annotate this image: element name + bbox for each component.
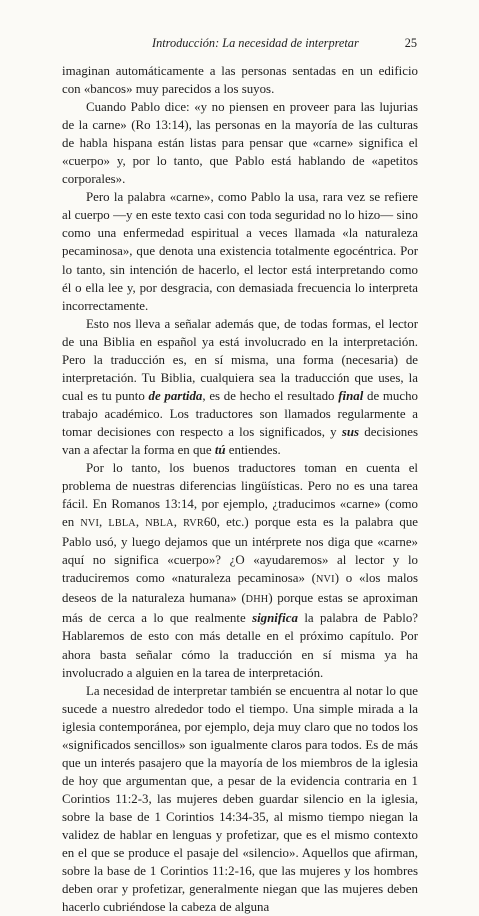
abbreviation-text: DHH [245,594,269,606]
abbreviation-text: NVI [80,518,100,530]
paragraph [62,98,418,188]
text-segment: , [135,515,146,530]
text-segment: Pero la palabra «carne», como Pablo la usa, rara vez se refiere al cuerpo —y en este texto casi con toda seguridad no lo hizo— sino como una enfermedad espiritual a veces llamada «la naturaleza pecaminosa», que denota una existencia totalmente egocéntrica. Por lo tanto, sin intención de hacerlo, el lector está interpretando como él o ella lee y, por desgracia, con demasiada frecuencia lo interpreta incorrectamente. [62,190,418,313]
emphasis-text: final [338,388,364,403]
emphasis-text: tú [214,442,226,457]
emphasis-text: sus [341,424,360,439]
text-segment: Por lo tanto, los buenos traductores toman en cuenta el problema de nuestras diferencias lingüísticas. Pero no es una tarea fácil. En Romanos 13:14, por ejemplo, ¿traducimos «carne» (como en [62,461,418,530]
running-head [62,36,417,54]
text-segment: de mucho trabajo académico. Los traductores son llamados regularmente a tomar decisiones con respecto a los significados, y [62,388,418,439]
abbreviation-text: LBLA [108,518,136,530]
abbreviation-text: NVI [315,574,335,586]
running-title: Introducción: La necesidad de interpretar [152,36,359,50]
paragraph [62,315,418,459]
abbreviation-text: RVR [183,518,204,530]
text-segment: decisiones van a afectar la forma en que [62,424,418,457]
abbreviation-text: NBLA [145,518,174,530]
emphasis-text: significa [252,611,298,626]
paragraph [62,682,418,916]
text-segment: la palabra de Pablo? Hablaremos de esto con más detalle en el próximo capítulo. Por ahora basta señalar cómo la traducción en sí misma ya ha involucrado a alguien en la tarea de interpretación. [62,611,419,680]
text-segment: 60, etc.) porque esta es la palabra que Pablo usó, y luego dejamos que un intérprete nos diga que «carne» aquí no significa «cuerpo»? ¿O «ayudaremos» al lector y lo traduciremos como «naturaleza pecaminosa» ( [62,515,418,586]
emphasis-text: de partida [148,388,203,403]
text-segment: Cuando Pablo dice: «y no piensen en proveer para las lujurias de la carne» (Ro 13:14), las personas en la mayoría de las culturas de habla hispana están listas para pensar que «carne» significa el «cuerpo» y, por lo tanto, que Pablo está hablando de «apetitos corporales». [62,100,418,187]
text-segment: La necesidad de interpretar también se encuentra al notar lo que sucede a nuestro alrededor todo el tiempo. Una simple mirada a la iglesia contemporánea, por ejemplo, deja muy claro que no todos los «significados sencillos» son igualmente claros para todos. Es de más que un interés pasajero que la mayoría de los miembros de la iglesia de hoy que argumentan que, a pesar de la evidencia contraria en 1 Corintios 11:2-3, las mujeres deben guardar silencio en la iglesia, sobre la base de 1 Corintios 14:34-35, al mismo tiempo niegan la validez de hablar en lenguas y profetizar, que es el mismo contexto en el que se produce el pasaje del «silencio». Aquellos que afirman, sobre la base de 1 Corintios 11:2-16, que las mujeres y los hombres deben orar y profetizar, generalmente niegan que las mujeres deben hacerlo cubriéndose la cabeza de alguna [62,683,418,915]
text-segment: Esto nos lleva a señalar además que, de todas formas, el lector de una Biblia en español ya está involucrado en la interpretación. Pero la traducción es, en sí misma, una forma (necesaria) de interpretación. Tu Biblia, cualquiera sea la traducción que uses, la cual es tu punto [62,316,418,403]
paragraph [62,459,418,682]
text-segment: , [173,515,184,530]
text-segment: , [99,515,109,530]
body-text [62,62,418,916]
paragraph [62,62,418,98]
text-segment: , es de hecho el resultado [202,388,339,403]
text-segment: entiendes. [225,442,281,457]
text-segment: ) porque estas se aproximan más de cerca a lo que realmente [62,591,418,626]
page-number: 25 [404,36,417,50]
paragraph [62,188,418,314]
text-segment: imaginan automáticamente a las personas sentadas en un edificio con «bancos» muy parecidos a los suyos. [62,64,418,97]
text-segment: ) o «los malos deseos de la naturaleza humana» ( [62,571,418,606]
